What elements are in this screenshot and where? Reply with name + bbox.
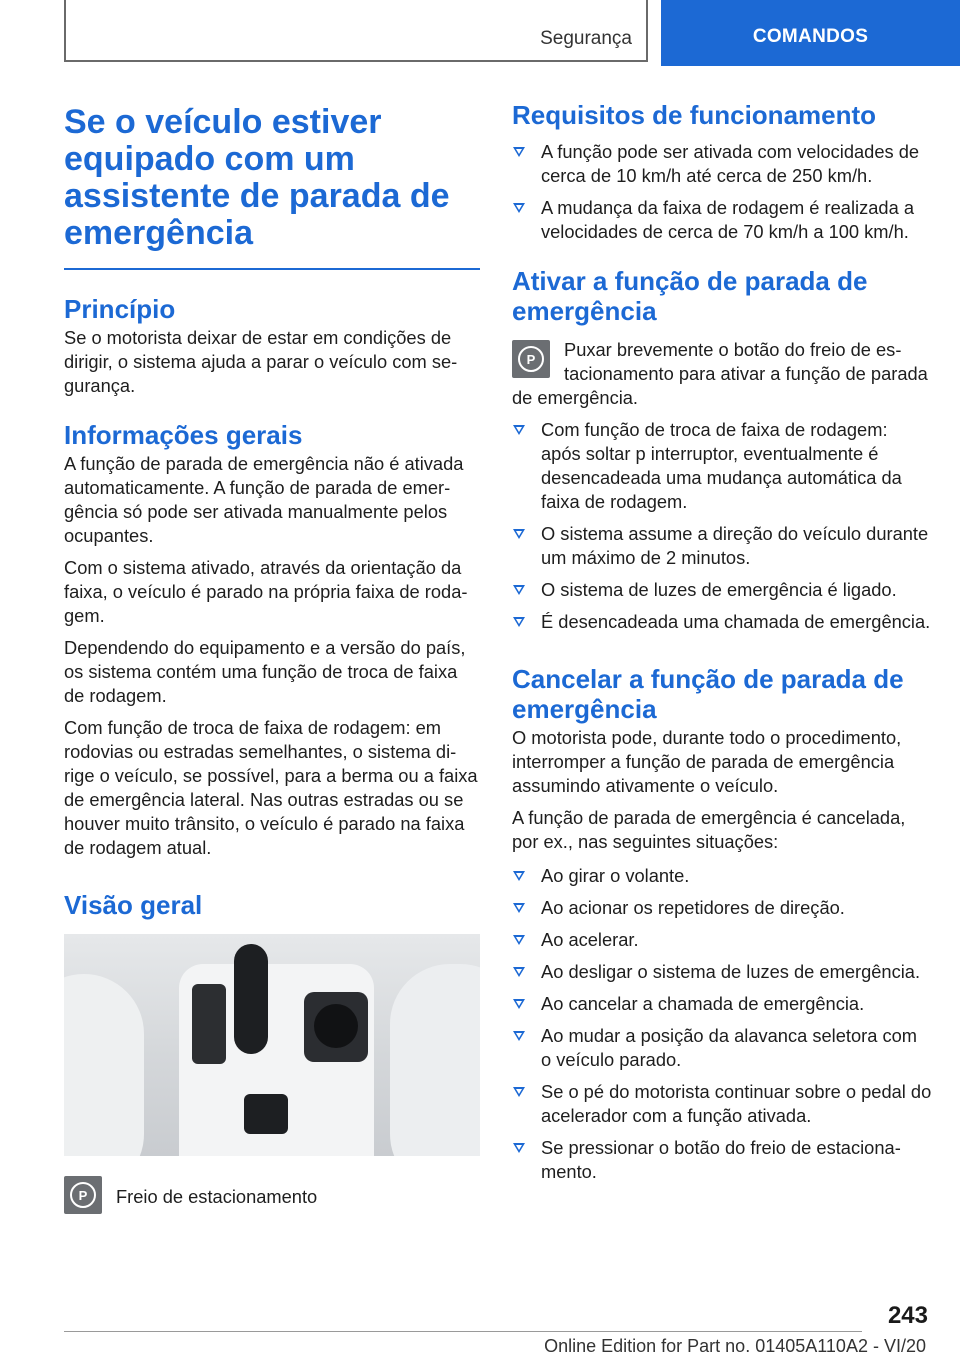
- gear-selector-lever: [234, 944, 268, 1054]
- heading-principio: Princípio: [64, 294, 176, 324]
- footer-divider: [64, 1331, 862, 1332]
- list-item: Se o pé do motorista continuar sobre o pedal do acelerador com a função ativada.: [512, 1080, 932, 1128]
- list-item: O sistema de luzes de emergência é ligado.: [512, 578, 932, 602]
- left-column: [64, 104, 480, 1214]
- list-item: Ao desligar o sistema de luzes de emergência.: [512, 960, 932, 984]
- page-number: 243: [887, 1302, 928, 1329]
- bullet-triangle-icon: [513, 203, 525, 213]
- list-item: Ao cancelar a chamada de emergência.: [512, 992, 932, 1016]
- list-item: Ao acelerar.: [512, 928, 932, 952]
- parking-brake-switch: [244, 1094, 288, 1134]
- center-console-photo: [64, 934, 480, 1156]
- section-title: Segurança: [540, 28, 632, 49]
- bullet-triangle-icon: [513, 967, 525, 977]
- icon-caption: [64, 1176, 480, 1214]
- informacoes-paragraph: Com função de troca de faixa de rodagem: em rodovias ou estradas semelhantes, o sistema dirige o veículo, se possível, para a berma ou a faixa de emergência lateral. Nas outras estradas ou se houver muito trânsito, o veículo é parado na faixa de rodagem atual.: [64, 717, 478, 858]
- caption-text: Freio de estacionamento: [116, 1186, 318, 1207]
- bullet-triangle-icon: [513, 999, 525, 1009]
- cancelar-paragraph: O motorista pode, durante todo o procedimento, interromper a função de parada de emergência assumindo ativamente o veículo.: [512, 727, 902, 796]
- bullet-triangle-icon: [513, 617, 525, 627]
- requisitos-list: [512, 140, 932, 244]
- header-box: [64, 0, 648, 62]
- list-item: A função pode ser ativada com velocidades de cerca de 10 km/h até cerca de 250 km/h.: [512, 140, 932, 188]
- bullet-triangle-icon: [513, 1143, 525, 1153]
- chapter-tab-label: COMANDOS: [752, 26, 869, 47]
- page-title: Se o veículo estiver equipado com um assistente de parada de emergência: [64, 104, 480, 270]
- informacoes-paragraph: A função de parada de emergência não é ativada automaticamente. A função de parada de emergência só pode ser ativada manualmente pelos ocupantes.: [64, 453, 464, 546]
- list-item: O sistema assume a direção do veículo durante um máximo de 2 minutos.: [512, 522, 932, 570]
- cancelar-paragraph: A função de parada de emergência é cancelada, por ex., nas seguintes situações:: [512, 807, 906, 852]
- bullet-triangle-icon: [513, 1087, 525, 1097]
- bullet-triangle-icon: [513, 425, 525, 435]
- list-item: Ao mudar a posição da alavanca seletora com o veículo parado.: [512, 1024, 932, 1072]
- list-item: Ao girar o volante.: [512, 864, 932, 888]
- informacoes-paragraph: Com o sistema ativado, através da orientação da faixa, o veículo é parado na própria faixa de rodagem.: [64, 557, 468, 626]
- heading-cancelar: Cancelar a função de parada de emergência: [512, 664, 904, 724]
- cancelar-list: [512, 864, 932, 1184]
- bullet-triangle-icon: [513, 903, 525, 913]
- bullet-triangle-icon: [513, 529, 525, 539]
- bullet-triangle-icon: [513, 871, 525, 881]
- bullet-triangle-icon: [513, 585, 525, 595]
- list-item: Com função de troca de faixa de rodagem: após soltar p interruptor, eventualmente é desencadeada uma mudança automática da faixa de rodagem.: [512, 418, 932, 514]
- heading-visao-geral: Visão geral: [64, 890, 203, 920]
- idrive-controller: [314, 1004, 358, 1048]
- edition-footer: Online Edition for Part no. 01405A110A2 - VI/20: [544, 1336, 926, 1356]
- ativar-list: [512, 418, 932, 634]
- list-item: A mudança da faixa de rodagem é realizada a velocidades de cerca de 70 km/h a 100 km/h.: [512, 196, 932, 244]
- parking-brake-icon: P: [64, 1176, 102, 1214]
- list-item: Ao acionar os repetidores de direção.: [512, 896, 932, 920]
- heading-informacoes: Informações gerais: [64, 420, 303, 450]
- heading-requisitos: Requisitos de funcionamento: [512, 100, 877, 130]
- informacoes-paragraph: Dependendo do equipamento e a versão do país, os sistema contém uma função de troca de faixa de rodagem.: [64, 637, 466, 706]
- list-item: Se pressionar o botão do freio de estacionamento.: [512, 1136, 932, 1184]
- list-item: É desencadeada uma chamada de emergência.: [512, 610, 932, 634]
- bullet-triangle-icon: [513, 1031, 525, 1041]
- principio-text: Se o motorista deixar de estar em condições de dirigir, o sistema ajuda a parar o veículo com segurança.: [64, 327, 458, 396]
- bullet-triangle-icon: [513, 935, 525, 945]
- heading-ativar: Ativar a função de parada de emergência: [512, 266, 868, 326]
- ativar-intro-text: Puxar brevemente o botão do freio de estacionamento para ativar a função de parada de emergência.: [512, 339, 928, 408]
- ativar-intro: [512, 338, 932, 410]
- chapter-tab: [661, 0, 960, 66]
- right-column: [512, 100, 932, 1184]
- bullet-triangle-icon: [513, 147, 525, 157]
- parking-brake-icon: P: [512, 340, 550, 378]
